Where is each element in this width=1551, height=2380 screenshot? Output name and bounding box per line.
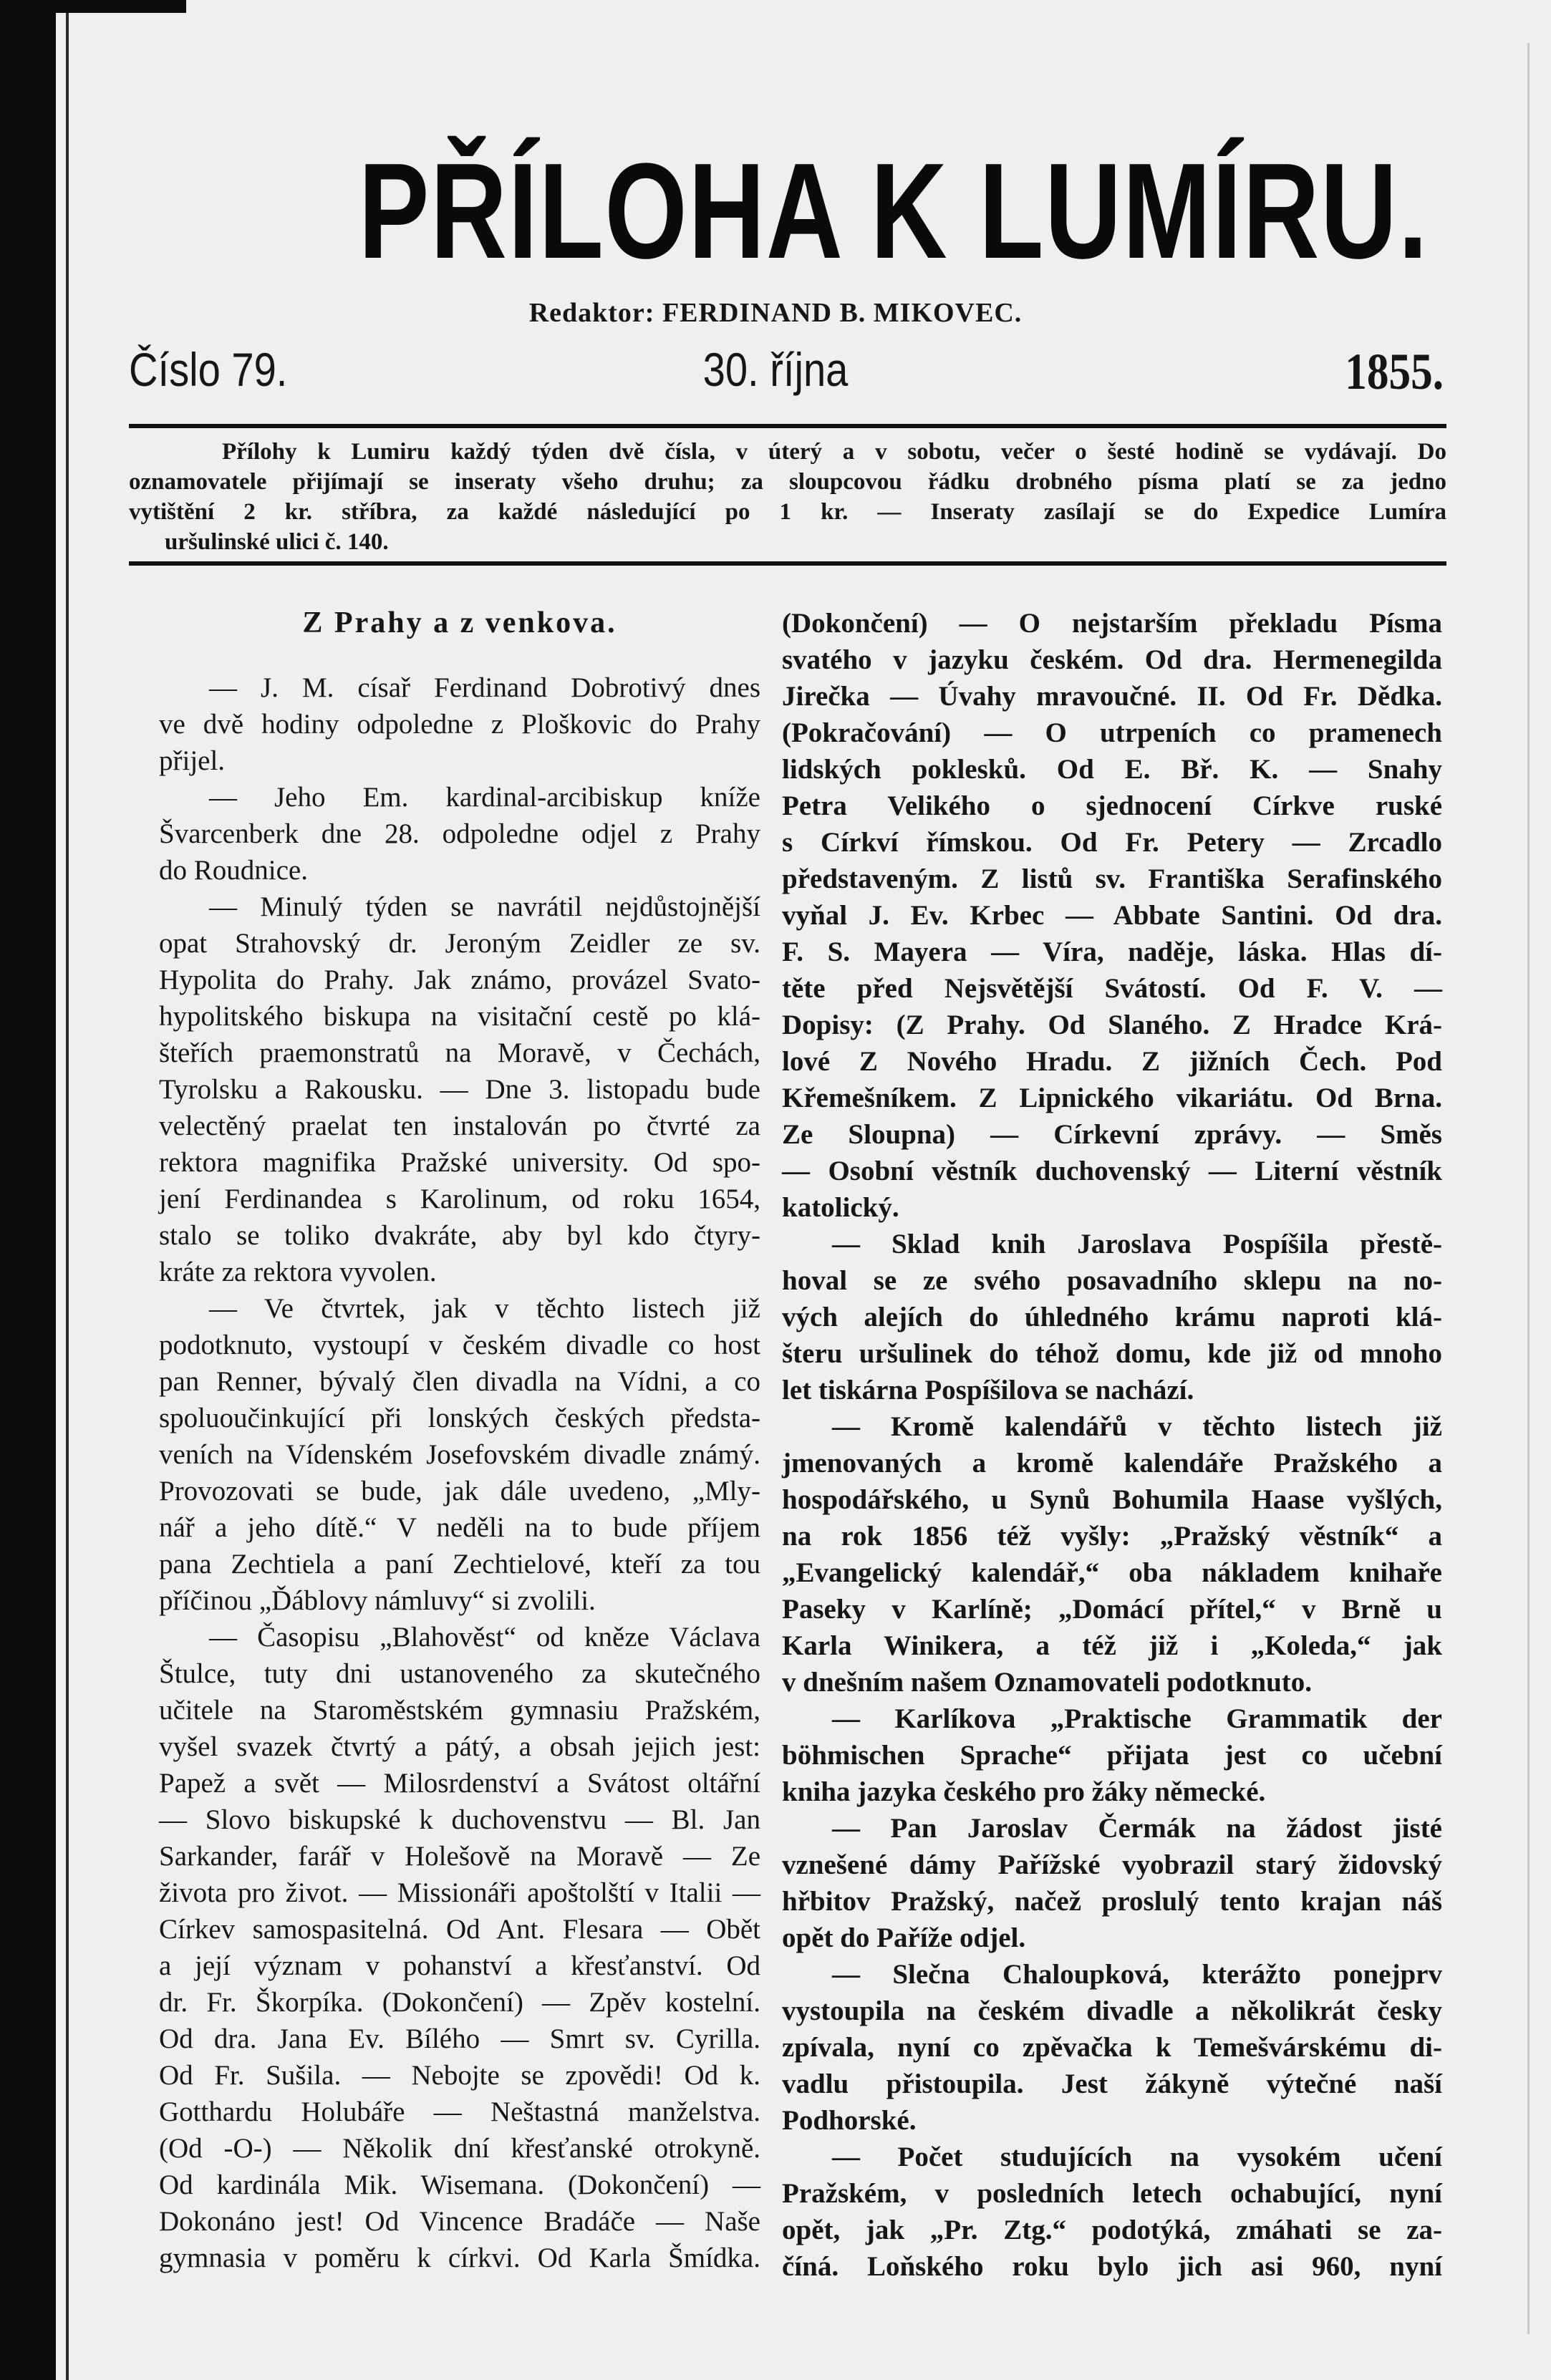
issue-number: Číslo 79. bbox=[129, 343, 288, 396]
text-line: Od kardinála Mik. Wisemana. (Dokončení) — bbox=[159, 2169, 760, 2200]
text-line: Dopisy: (Z Prahy. Od Slaného. Z Hradce Krá- bbox=[782, 1010, 1442, 1040]
text-line: Pražském, v posledních letech ochabující, nyní bbox=[782, 2178, 1442, 2209]
text-line: stalo se toliko dvakráte, aby byl kdo čtyry- bbox=[159, 1220, 760, 1251]
text-line: (Dokončení) — O nejstarším překladu Písma bbox=[782, 608, 1442, 639]
text-line: šteru uršulinek do téhož domu, kde již od mnoho bbox=[782, 1338, 1442, 1369]
text-line: vystoupila na českém divadle a několikrát česky bbox=[782, 1996, 1442, 2026]
text-line: Paseky v Karlíně; „Domácí přítel,“ v Brně u bbox=[782, 1594, 1442, 1625]
text-line: Jirečka — Úvahy mravoučné. II. Od Fr. Dědka. bbox=[782, 681, 1442, 712]
text-line: jení Ferdinandea s Karolinum, od roku 1654, bbox=[159, 1184, 760, 1214]
text-line: nář a jeho dítě.“ V neděli na to bude příjem bbox=[159, 1512, 760, 1543]
text-line: hypolitského biskupa na visitační cestě po klá- bbox=[159, 1001, 760, 1032]
article-paragraph bbox=[782, 605, 1442, 1226]
text-line: hoval se ze svého posavadního sklepu na no- bbox=[782, 1265, 1442, 1296]
text-line: kniha jazyka českého pro žáky německé. bbox=[782, 1776, 1266, 1807]
text-line: hřbitov Pražský, načež proslulý tento krajan náš bbox=[782, 1886, 1442, 1917]
text-line: života pro život. — Missionáři apoštolští v Italii — bbox=[159, 1877, 760, 1908]
scan-border-top bbox=[0, 0, 186, 13]
text-line: vznešené dámy Pařížské vyobrazil starý židovský bbox=[782, 1849, 1442, 1880]
text-line: do Roudnice. bbox=[159, 855, 308, 886]
text-line: (Od -O-) — Několik dní křesťanské otrokyně. bbox=[159, 2133, 760, 2164]
article-paragraph bbox=[782, 1701, 1442, 1810]
text-line: svatého v jazyku českém. Od dra. Hermenegilda bbox=[782, 644, 1442, 675]
text-line: — Slečna Chaloupková, kterážto ponejprv bbox=[832, 1959, 1442, 1990]
text-line: a její význam v pohanství a křesťanství. Od bbox=[159, 1950, 760, 1981]
text-line: dr. Fr. Škorpíka. (Dokončení) — Zpěv kostelní. bbox=[159, 1987, 760, 2018]
article-paragraph bbox=[782, 2139, 1442, 2285]
text-line: — Časopisu „Blahověst“ od kněze Václava bbox=[209, 1622, 760, 1653]
scan-edge-line bbox=[66, 0, 69, 2380]
text-line: lové Z Nového Hradu. Z jižních Čech. Pod bbox=[782, 1046, 1442, 1077]
text-line: — Osobní věstník duchovenský — Literní věstník bbox=[782, 1156, 1442, 1186]
text-line: Štulce, tuty dni ustanoveného za skutečného bbox=[159, 1658, 760, 1689]
text-line: — Jeho Em. kardinal-arcibiskup kníže bbox=[209, 782, 760, 813]
text-line: pana Zechtiela a paní Zechtielové, kteří za tou bbox=[159, 1549, 760, 1580]
article-paragraph bbox=[782, 1956, 1442, 2139]
newspaper-title: PŘÍLOHA K LUMÍRU. bbox=[358, 135, 1429, 287]
section-heading: Z Prahy a z venkova. bbox=[302, 606, 617, 639]
text-line: Švarcenberk dne 28. odpoledne odjel z Prahy bbox=[159, 818, 760, 849]
issue-date: 30. října bbox=[702, 343, 849, 396]
text-line: jmenovaných a kromě kalendáře Pražského a bbox=[782, 1448, 1442, 1479]
article-paragraph bbox=[159, 1290, 760, 1619]
text-line: veních na Vídenském Josefovském divadle známý. bbox=[159, 1439, 760, 1470]
text-line: — Sklad knih Jaroslava Pospíšila přestě- bbox=[832, 1229, 1442, 1259]
text-line: rektora magnifika Pražské university. Od spo- bbox=[159, 1147, 760, 1178]
text-line: šteřích praemonstratů na Moravě, v Čechách, bbox=[159, 1037, 760, 1068]
notice-line: vytištění 2 kr. stříbra, za každé následující po 1 kr. — Inseraty zasílají se do Expedice Lumíra bbox=[129, 499, 1446, 525]
text-line: vadlu přistoupila. Jest žákyně výtečné naší bbox=[782, 2069, 1442, 2099]
text-line: příčinou „Ďáblovy námluvy“ si zvolili. bbox=[159, 1585, 596, 1616]
text-line: Papež a svět — Milosrdenství a Svátost oltářní bbox=[159, 1768, 760, 1799]
text-line: přijel. bbox=[159, 745, 226, 776]
text-line: pan Renner, bývalý člen divadla na Vídni, a co bbox=[159, 1366, 760, 1397]
text-line: velectěný praelat ten instalován po čtvrté za bbox=[159, 1111, 760, 1141]
text-line: s Církví římskou. Od Fr. Petery — Zrcadlo bbox=[782, 827, 1442, 858]
text-line: Od dra. Jana Ev. Bílého — Smrt sv. Cyrilla. bbox=[159, 2023, 760, 2054]
text-line: Karla Winikera, a též již i „Koleda,“ jak bbox=[782, 1630, 1442, 1661]
subscription-notice bbox=[129, 437, 1446, 557]
text-line: představeným. Z listů sv. Františka Serafinského bbox=[782, 864, 1442, 894]
divider-bottom bbox=[129, 561, 1446, 566]
notice-line: uršulinské ulici č. 140. bbox=[165, 529, 389, 555]
text-line: učitele na Staroměstském gymnasiu Pražském, bbox=[159, 1695, 760, 1726]
article-paragraph bbox=[782, 1408, 1442, 1701]
text-line: Provozovati se bude, jak dále uvedeno, „Mly- bbox=[159, 1476, 760, 1506]
text-line: — Ve čtvrtek, jak v těchto listech již bbox=[209, 1293, 760, 1324]
text-line: Podhorské. bbox=[782, 2105, 917, 2136]
article-paragraph bbox=[159, 779, 760, 889]
text-line: Od Fr. Sušila. — Nebojte se zpovědi! Od k. bbox=[159, 2060, 760, 2091]
text-line: Petra Velikého o sjednocení Církve ruské bbox=[782, 790, 1442, 821]
text-line: Křemešníkem. Z Lipnického vikariátu. Od Brna. bbox=[782, 1083, 1442, 1113]
text-line: böhmischen Sprache“ přijata jest co učební bbox=[782, 1740, 1442, 1771]
text-line: Hypolita do Prahy. Jak známo, provázel Svato- bbox=[159, 964, 760, 995]
text-line: — J. M. císař Ferdinand Dobrotivý dnes bbox=[209, 672, 760, 703]
text-line: hospodářského, u Synů Bohumila Haase vyšlých, bbox=[782, 1484, 1442, 1515]
text-line: — Pan Jaroslav Čermák na žádost jisté bbox=[832, 1813, 1442, 1844]
text-line: — Počet studujících na vysokém učení bbox=[832, 2142, 1442, 2172]
scan-edge-right bbox=[1527, 43, 1530, 2334]
text-line: (Pokračování) — O utrpeních co pramenech bbox=[782, 717, 1442, 748]
text-line: vyšel svazek čtvrtý a pátý, a obsah jejich jest: bbox=[159, 1731, 760, 1762]
text-line: Tyrolsku a Rakousku. — Dne 3. listopadu bude bbox=[159, 1074, 760, 1105]
text-line: kráte za rektora vyvolen. bbox=[159, 1257, 437, 1287]
text-line: zpívala, nyní co zpěvačka k Temešvárskému di- bbox=[782, 2032, 1442, 2063]
text-line: Dokonáno jest! Od Vincence Bradáče — Naše bbox=[159, 2206, 760, 2237]
article-paragraph bbox=[159, 1619, 760, 2276]
notice-line: oznamovatele přijímají se inseraty všeho druhu; za sloupcovou řádku drobného písma platí se za jedno bbox=[129, 469, 1446, 495]
text-line: opět do Paříže odjel. bbox=[782, 1922, 1026, 1953]
text-line: Gotthardu Holubáře — Neštastná manželstva. bbox=[159, 2096, 760, 2127]
article-paragraph bbox=[782, 1226, 1442, 1408]
article-paragraph bbox=[159, 889, 760, 1290]
divider-top bbox=[129, 424, 1446, 428]
text-line: číná. Loňského roku bylo jich asi 960, nyní bbox=[782, 2251, 1442, 2282]
text-line: lidských poklesků. Od E. Bř. K. — Snahy bbox=[782, 754, 1442, 785]
text-line: F. S. Mayera — Víra, naděje, láska. Hlas dí- bbox=[782, 937, 1442, 967]
text-line: Ze Sloupna) — Církevní zprávy. — Směs bbox=[782, 1119, 1442, 1150]
text-line: „Evangelický kalendář,“ oba nákladem knihaře bbox=[782, 1557, 1442, 1588]
scan-border-left bbox=[0, 0, 56, 2380]
text-line: těte před Nejsvětější Svátostí. Od F. V. — bbox=[782, 973, 1442, 1004]
text-line: vých alejích do úhledného krámu naproti klá- bbox=[782, 1302, 1442, 1332]
text-line: katolický. bbox=[782, 1192, 899, 1223]
text-line: v dnešním našem Oznamovateli podotknuto. bbox=[782, 1667, 1313, 1698]
text-line: gymnasia v poměru k církvi. Od Karla Šmídka. bbox=[159, 2243, 760, 2273]
text-line: — Slovo biskupské k duchovenstvu — Bl. Jan bbox=[159, 1804, 760, 1835]
text-line: na rok 1856 též vyšly: „Pražský věstník“ a bbox=[782, 1521, 1442, 1552]
text-line: Církev samospasitelná. Od Ant. Flesara — Obět bbox=[159, 1914, 760, 1945]
right-column bbox=[782, 605, 1442, 2285]
text-line: ve dvě hodiny odpoledne z Ploškovic do Prahy bbox=[159, 709, 760, 740]
text-line: — Karlíkova „Praktische Grammatik der bbox=[832, 1703, 1442, 1734]
article-paragraph bbox=[159, 669, 760, 779]
text-line: — Kromě kalendářů v těchto listech již bbox=[832, 1411, 1442, 1442]
text-line: opět, jak „Pr. Ztg.“ podotýká, zmáhati se za- bbox=[782, 2215, 1442, 2245]
text-line: — Minulý týden se navrátil nejdůstojnější bbox=[209, 891, 760, 922]
text-line: Sarkander, farář v Holešově na Moravě — Ze bbox=[159, 1841, 760, 1872]
notice-line: Přílohy k Lumiru každý týden dvě čísla, v úterý a v sobotu, večer o šesté hodině se vydávají. Do bbox=[222, 439, 1446, 465]
article-paragraph bbox=[782, 1810, 1442, 1956]
text-line: vyňal J. Ev. Krbec — Abbate Santini. Od dra. bbox=[782, 900, 1442, 931]
editor-line: Redaktor: FERDINAND B. MIKOVEC. bbox=[528, 298, 1023, 328]
issue-year: 1855. bbox=[1345, 343, 1444, 400]
text-line: opat Strahovský dr. Jeroným Zeidler ze sv. bbox=[159, 928, 760, 959]
text-line: let tiskárna Pospíšilova se nachází. bbox=[782, 1375, 1194, 1406]
left-column bbox=[159, 669, 760, 2276]
text-line: podotknuto, vystoupí v českém divadle co host bbox=[159, 1330, 760, 1360]
text-line: spoluoučinkující při lonských českých předsta- bbox=[159, 1403, 760, 1433]
